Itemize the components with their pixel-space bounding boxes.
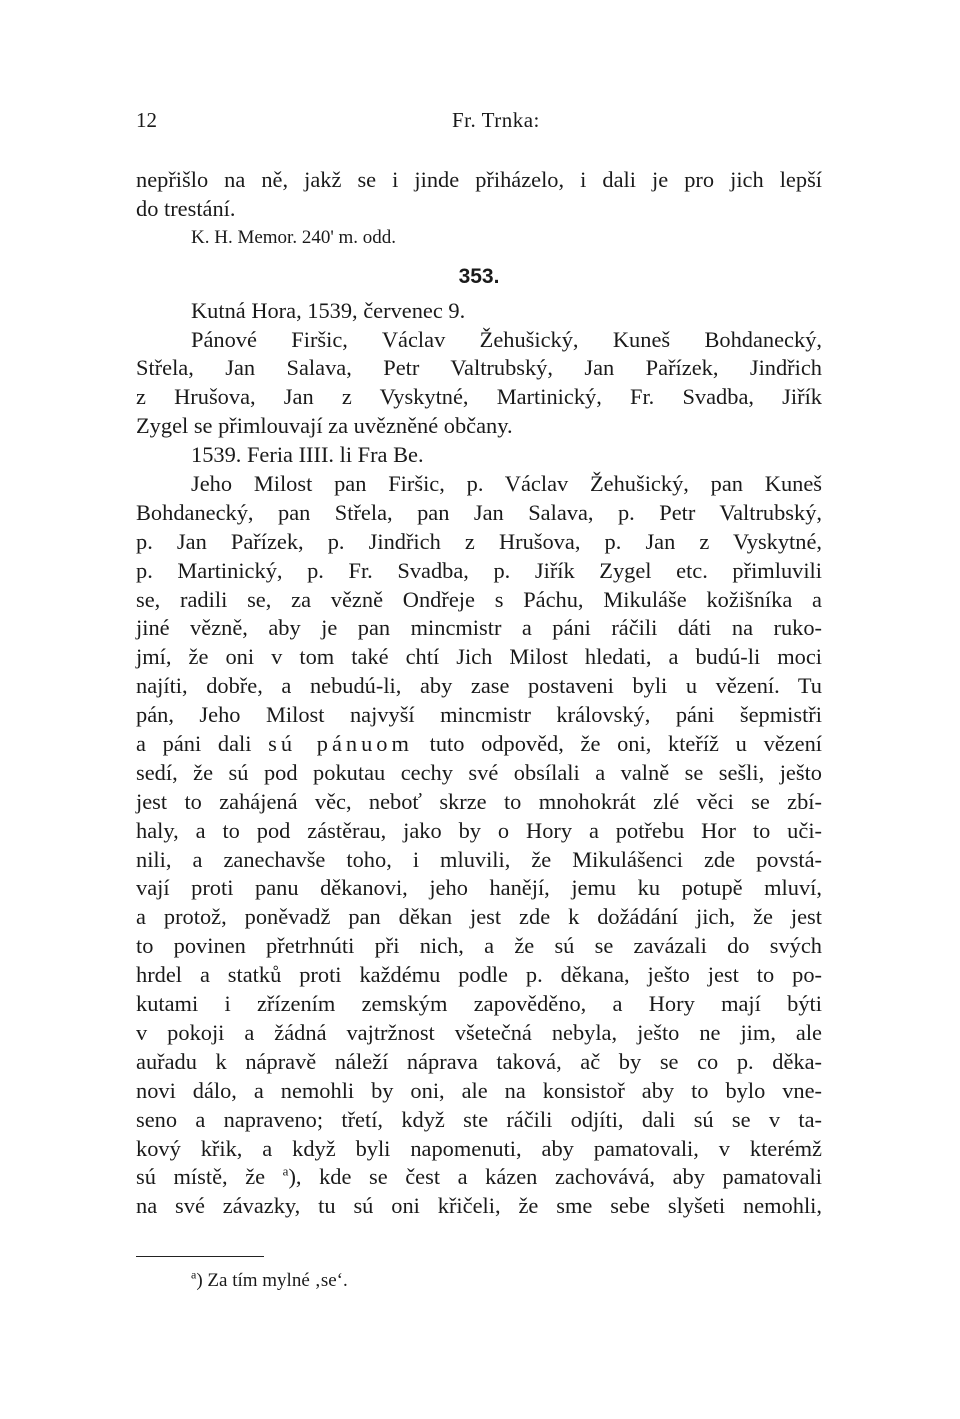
text-fragment: ), kde se čest a kázen zachovává, aby pamatovali [288,1164,822,1190]
text-line: pán, Jeho Milost najvyší mincmistr královský, páni šepmistři [136,702,822,728]
page-number: 12 [136,108,157,132]
regest-line: Zygel se přimlouvají za uvězněné občany. [136,413,513,439]
page-header [136,108,822,136]
text-line [136,730,822,759]
running-head: Fr. Trnka: [452,108,540,132]
text-fragment: sú místě, že [136,1164,283,1190]
document-date-place: Kutná Hora, 1539, červenec 9. [191,297,466,323]
text-line: auřadu k nápravě náleží náprava taková, ač by se co p. děka- [136,1048,822,1074]
source-reference: K. H. Memor. 240' m. odd. [191,226,397,248]
text-line: najíti, dobře, a nebudú-li, aby zase postaveni byli u vězení. Tu [136,673,822,699]
text-line: do trestání. [136,195,236,221]
text-line: novi dálo, a nemohli by oni, ale na konsistoř aby to bylo vne- [136,1077,822,1103]
emphasized-word: sú pánuom [268,731,413,757]
document-number: 353. [458,264,500,288]
text-line: hrdel a statků proti každému podle p. děkana, ješto jest to po- [136,962,822,988]
text-line: p. Jan Pařízek, p. Jindřich z Hrušova, p. Jan z Vyskytné, [136,528,822,554]
text-fragment: tuto odpověd, že oni, kteříž u vězení [412,731,822,757]
text-line: sedí, že sú pod pokutau cechy své obsílali a valně se sešli, ješto [136,759,822,785]
text-line: v pokoji a žádná vajtržnost všetečná nebyla, ješto ne jim, ale [136,1019,822,1045]
footnote-reference: a [282,1163,289,1179]
text-line: jmí, že oni v tom také chtí Jich Milost hledati, a budú-li moci [136,644,822,670]
text-line: a protož, poněvadž pan děkan jest zde k dožádání jich, že jest [136,904,822,930]
footnote-marker: a [191,1267,197,1282]
text-line: kový křik, a když byli napomenuti, aby pamatovali, v kterémž [136,1135,822,1161]
text-line: seno a napraveno; třetí, když ste ráčili odjíti, dali sú se v ta- [136,1106,822,1132]
regest-line: Pánové Firšic, Václav Žehušický, Kuneš Bohdanecký, [191,326,822,352]
text-fragment: a páni dali [136,731,269,757]
text-line: na své závazky, tu sú oni křičeli, že sme sebe slyšeti nemohli, [136,1193,822,1219]
text-line: Bohdanecký, pan Střela, pan Jan Salava, p. Petr Valtrubský, [136,499,822,525]
regest-line: Střela, Jan Salava, Petr Valtrubský, Jan Pařízek, Jindřich [136,355,822,381]
text-line: nili, a zanechavše toho, i mluvili, že Mikulášenci zde povstá- [136,846,822,872]
text-line: jest to zahájená věc, neboť skrze to mnohokrát zlé věci se zbí- [136,788,822,814]
footnote-separator [136,1256,264,1257]
footnote [191,1268,348,1294]
text-line: haly, a to pod zástěrau, jako by o Hory a potřebu Hor to uči- [136,817,822,843]
regest-line: z Hrušova, Jan z Vyskytné, Martinický, Fr. Svadba, Jiřík [136,384,822,410]
text-line: vají proti panu děkanovi, jeho hanějí, jemu ku potupě mluví, [136,875,822,901]
footnote-text: ) Za tím mylné ‚se‘. [196,1270,348,1291]
body-text [136,166,822,1221]
text-line: p. Martinický, p. Fr. Svadba, p. Jiřík Zygel etc. přimluvili [136,557,822,583]
text-line: nepřišlo na ně, jakž se i jinde přiházelo, i dali je pro jich lepší [136,167,822,192]
text-line: se, radili se, za vězně Ondřeje s Páchu, Mikuláše kožišníka a [136,586,822,612]
text-line [136,1163,822,1192]
record-date: 1539. Feria IIII. li Fra Be. [191,442,424,468]
text-line: Jeho Milost pan Firšic, p. Václav Žehušický, pan Kuneš [191,471,822,497]
text-line: kutami i zřízením zemským zapověděno, a Hory mají býti [136,991,822,1017]
text-line: jiné vězně, aby je pan mincmistr a páni ráčili dáti na ruko- [136,615,822,641]
text-line: to povinen přetrhnúti při nich, a že sú se zavázali do svých [136,933,822,959]
